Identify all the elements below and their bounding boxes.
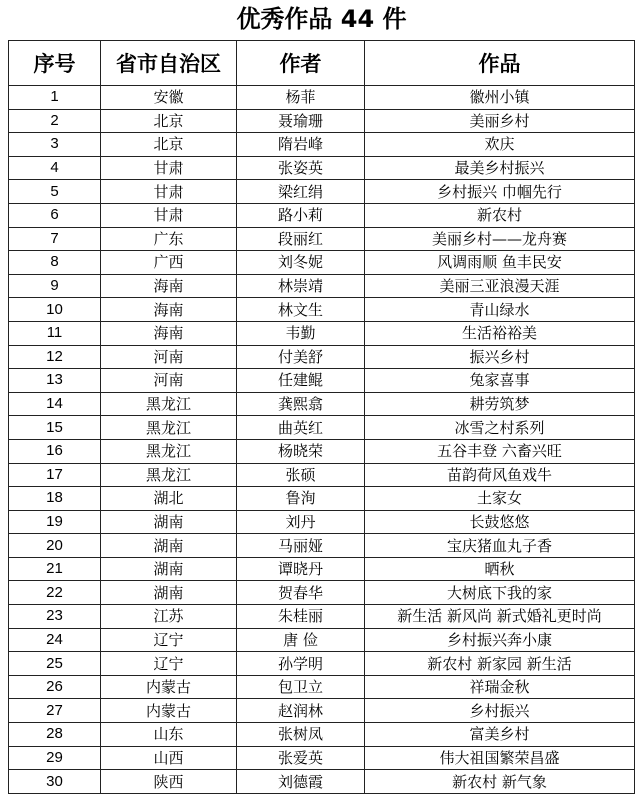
cell-index: 4 — [9, 156, 101, 180]
cell-author: 刘德霞 — [237, 770, 365, 794]
cell-province: 河南 — [101, 345, 237, 369]
cell-author: 贺春华 — [237, 581, 365, 605]
cell-work: 新农村 — [365, 203, 635, 227]
cell-index: 15 — [9, 416, 101, 440]
cell-index: 11 — [9, 321, 101, 345]
cell-author: 鲁洵 — [237, 487, 365, 511]
cell-author: 路小莉 — [237, 203, 365, 227]
table-row — [9, 581, 635, 605]
cell-province: 辽宁 — [101, 628, 237, 652]
cell-work: 乡村振兴 — [365, 699, 635, 723]
cell-index: 3 — [9, 133, 101, 157]
table-row — [9, 416, 635, 440]
cell-author: 杨晓荣 — [237, 439, 365, 463]
cell-author: 张姿英 — [237, 156, 365, 180]
cell-author: 聂瑜珊 — [237, 109, 365, 133]
cell-province: 湖南 — [101, 510, 237, 534]
table-row — [9, 345, 635, 369]
cell-province: 海南 — [101, 298, 237, 322]
cell-work: 风调雨顺 鱼丰民安 — [365, 251, 635, 275]
cell-index: 20 — [9, 534, 101, 558]
cell-index: 17 — [9, 463, 101, 487]
cell-province: 辽宁 — [101, 652, 237, 676]
table-row — [9, 298, 635, 322]
cell-work: 乡村振兴 巾帼先行 — [365, 180, 635, 204]
cell-work: 伟大祖国繁荣昌盛 — [365, 746, 635, 770]
table-row — [9, 652, 635, 676]
table-row — [9, 86, 635, 110]
cell-author: 隋岩峰 — [237, 133, 365, 157]
cell-author: 龚熙翕 — [237, 392, 365, 416]
cell-work: 苗韵荷风鱼戏牛 — [365, 463, 635, 487]
table-row — [9, 675, 635, 699]
cell-index: 28 — [9, 723, 101, 747]
cell-index: 14 — [9, 392, 101, 416]
cell-work: 欢庆 — [365, 133, 635, 157]
cell-index: 1 — [9, 86, 101, 110]
cell-work: 长鼓悠悠 — [365, 510, 635, 534]
page-title: 优秀作品 44 件 — [236, 5, 407, 33]
table-row — [9, 133, 635, 157]
table-row — [9, 227, 635, 251]
cell-province: 山东 — [101, 723, 237, 747]
cell-province: 黑龙江 — [101, 416, 237, 440]
cell-work: 晒秋 — [365, 557, 635, 581]
cell-work: 最美乡村振兴 — [365, 156, 635, 180]
table-row — [9, 770, 635, 794]
cell-work: 美丽乡村——龙舟赛 — [365, 227, 635, 251]
table-row — [9, 180, 635, 204]
table-row — [9, 605, 635, 629]
cell-work: 宝庆猪血丸子香 — [365, 534, 635, 558]
cell-author: 刘丹 — [237, 510, 365, 534]
cell-index: 2 — [9, 109, 101, 133]
table-row — [9, 203, 635, 227]
cell-province: 黑龙江 — [101, 392, 237, 416]
table-row — [9, 274, 635, 298]
header-work: 作品 — [365, 41, 635, 86]
cell-work: 乡村振兴奔小康 — [365, 628, 635, 652]
cell-province: 河南 — [101, 369, 237, 393]
cell-author: 段丽红 — [237, 227, 365, 251]
cell-author: 任建鲲 — [237, 369, 365, 393]
cell-index: 12 — [9, 345, 101, 369]
cell-work: 祥瑞金秋 — [365, 675, 635, 699]
cell-province: 广西 — [101, 251, 237, 275]
cell-work: 富美乡村 — [365, 723, 635, 747]
cell-index: 21 — [9, 557, 101, 581]
table-row — [9, 109, 635, 133]
table-row — [9, 510, 635, 534]
cell-index: 16 — [9, 439, 101, 463]
cell-province: 内蒙古 — [101, 675, 237, 699]
cell-author: 刘冬妮 — [237, 251, 365, 275]
cell-province: 广东 — [101, 227, 237, 251]
cell-province: 黑龙江 — [101, 463, 237, 487]
works-table — [8, 40, 635, 794]
cell-index: 10 — [9, 298, 101, 322]
cell-author: 马丽娅 — [237, 534, 365, 558]
table-row — [9, 557, 635, 581]
cell-author: 梁红绢 — [237, 180, 365, 204]
cell-index: 27 — [9, 699, 101, 723]
cell-index: 19 — [9, 510, 101, 534]
cell-index: 26 — [9, 675, 101, 699]
cell-province: 陕西 — [101, 770, 237, 794]
cell-index: 13 — [9, 369, 101, 393]
cell-province: 海南 — [101, 274, 237, 298]
cell-work: 新生活 新风尚 新式婚礼更时尚 — [365, 605, 635, 629]
cell-index: 22 — [9, 581, 101, 605]
cell-author: 林崇靖 — [237, 274, 365, 298]
cell-author: 杨菲 — [237, 86, 365, 110]
cell-work: 徽州小镇 — [365, 86, 635, 110]
cell-author: 曲英红 — [237, 416, 365, 440]
cell-work: 新农村 新家园 新生活 — [365, 652, 635, 676]
cell-province: 黑龙江 — [101, 439, 237, 463]
header-author: 作者 — [237, 41, 365, 86]
cell-index: 18 — [9, 487, 101, 511]
cell-author: 孙学明 — [237, 652, 365, 676]
cell-province: 湖南 — [101, 534, 237, 558]
cell-work: 五谷丰登 六畜兴旺 — [365, 439, 635, 463]
cell-province: 湖南 — [101, 557, 237, 581]
cell-index: 8 — [9, 251, 101, 275]
table-row — [9, 723, 635, 747]
table-row — [9, 251, 635, 275]
cell-work: 新农村 新气象 — [365, 770, 635, 794]
cell-province: 江苏 — [101, 605, 237, 629]
cell-work: 耕劳筑梦 — [365, 392, 635, 416]
cell-index: 24 — [9, 628, 101, 652]
cell-index: 7 — [9, 227, 101, 251]
table-row — [9, 628, 635, 652]
cell-index: 9 — [9, 274, 101, 298]
cell-work: 土家女 — [365, 487, 635, 511]
cell-work: 青山绿水 — [365, 298, 635, 322]
cell-province: 甘肃 — [101, 203, 237, 227]
cell-author: 朱桂丽 — [237, 605, 365, 629]
cell-province: 北京 — [101, 109, 237, 133]
cell-author: 林文生 — [237, 298, 365, 322]
cell-author: 包卫立 — [237, 675, 365, 699]
table-header-row — [9, 41, 635, 86]
table-row — [9, 463, 635, 487]
cell-province: 甘肃 — [101, 180, 237, 204]
cell-work: 兔家喜事 — [365, 369, 635, 393]
cell-author: 张硕 — [237, 463, 365, 487]
cell-work: 生活裕裕美 — [365, 321, 635, 345]
cell-province: 北京 — [101, 133, 237, 157]
cell-index: 6 — [9, 203, 101, 227]
cell-author: 张树凤 — [237, 723, 365, 747]
cell-province: 湖北 — [101, 487, 237, 511]
table-row — [9, 439, 635, 463]
cell-author: 赵润林 — [237, 699, 365, 723]
cell-author: 韦勤 — [237, 321, 365, 345]
cell-author: 唐 俭 — [237, 628, 365, 652]
cell-province: 内蒙古 — [101, 699, 237, 723]
header-province: 省市自治区 — [101, 41, 237, 86]
header-index: 序号 — [9, 41, 101, 86]
cell-author: 谭晓丹 — [237, 557, 365, 581]
cell-province: 海南 — [101, 321, 237, 345]
cell-province: 湖南 — [101, 581, 237, 605]
cell-province: 山西 — [101, 746, 237, 770]
cell-index: 30 — [9, 770, 101, 794]
cell-author: 张爱英 — [237, 746, 365, 770]
cell-work: 大树底下我的家 — [365, 581, 635, 605]
cell-work: 美丽三亚浪漫天涯 — [365, 274, 635, 298]
cell-index: 29 — [9, 746, 101, 770]
cell-province: 安徽 — [101, 86, 237, 110]
table-row — [9, 392, 635, 416]
table-row — [9, 321, 635, 345]
cell-index: 25 — [9, 652, 101, 676]
cell-index: 23 — [9, 605, 101, 629]
table-row — [9, 746, 635, 770]
table-body — [9, 86, 635, 794]
cell-author: 付美舒 — [237, 345, 365, 369]
cell-work: 冰雪之村系列 — [365, 416, 635, 440]
cell-index: 5 — [9, 180, 101, 204]
table-row — [9, 156, 635, 180]
table-row — [9, 699, 635, 723]
table-row — [9, 487, 635, 511]
table-row — [9, 534, 635, 558]
cell-work: 美丽乡村 — [365, 109, 635, 133]
cell-province: 甘肃 — [101, 156, 237, 180]
table-row — [9, 369, 635, 393]
cell-work: 振兴乡村 — [365, 345, 635, 369]
